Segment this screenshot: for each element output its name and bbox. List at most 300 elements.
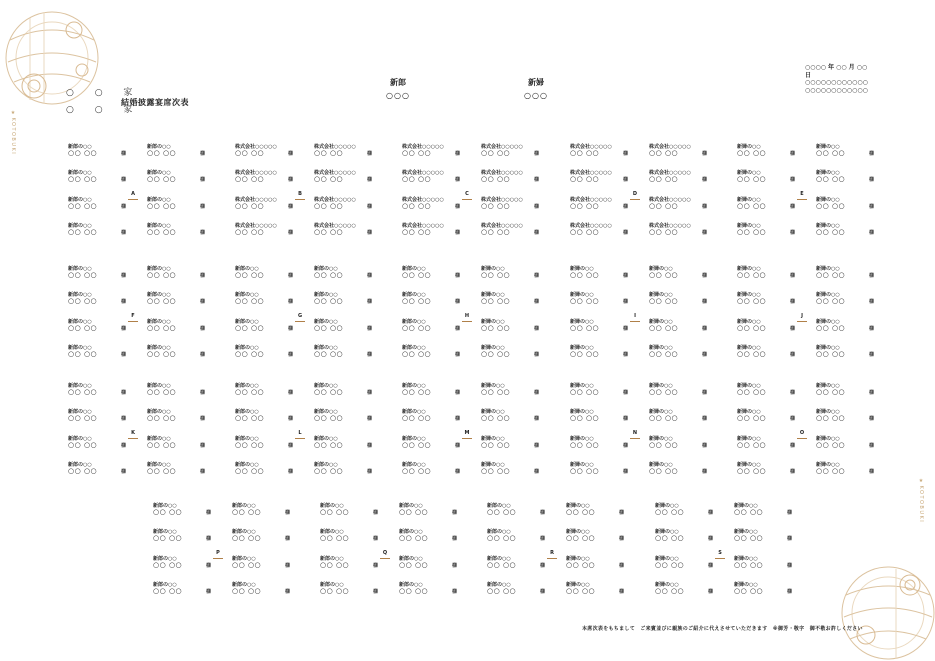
guest-affiliation: 新郎の○○	[68, 196, 92, 203]
guest-affiliation: 新婦の○○	[481, 383, 505, 389]
guest-entry	[314, 222, 380, 238]
guest-honorific: 様	[455, 151, 461, 157]
guest-entry	[649, 382, 715, 398]
guest-honorific: 様	[455, 177, 461, 184]
guest-honorific: 様	[534, 390, 540, 396]
guest-name: ○○ ○○	[487, 560, 517, 569]
guest-honorific: 様	[540, 588, 546, 595]
guest-honorific: 様	[623, 229, 629, 236]
guest-honorific: 様	[702, 229, 708, 236]
guest-affiliation: 新郎の○○	[68, 435, 92, 442]
guest-honorific: 様	[206, 562, 212, 569]
table-label: S	[716, 550, 724, 556]
guest-name: ○○ ○○	[649, 388, 679, 396]
guest-name: ○○ ○○	[649, 149, 679, 157]
guest-name: ○○ ○○	[235, 149, 265, 157]
guest-honorific: 様	[869, 273, 875, 279]
guest-name: ○○ ○○	[235, 297, 265, 306]
guest-honorific: 様	[623, 416, 629, 423]
guest-honorific: 様	[285, 588, 291, 595]
guest-entry	[68, 143, 134, 159]
guest-name: ○○ ○○	[399, 508, 429, 516]
guest-honorific: 様	[623, 351, 629, 358]
guest-affiliation: 新婦の○○	[734, 503, 758, 509]
guest-honorific: 様	[534, 416, 540, 423]
guest-name: ○○ ○○	[68, 175, 98, 184]
guest-affiliation: 新郎の○○	[235, 409, 259, 416]
guest-honorific: 様	[623, 203, 629, 210]
guest-entry	[399, 502, 465, 518]
guest-name: ○○ ○○	[314, 149, 344, 157]
guest-honorific: 様	[455, 273, 461, 279]
guest-honorific: 様	[787, 588, 793, 595]
guest-honorific: 様	[121, 151, 127, 157]
table-label: Q	[382, 550, 388, 556]
guest-honorific: 様	[121, 229, 127, 236]
guest-affiliation: 株式会社○○○○○	[649, 222, 691, 229]
guest-entry	[153, 502, 219, 518]
guest-name: ○○ ○○	[320, 508, 350, 516]
guest-name: ○○ ○○	[649, 201, 679, 210]
guest-honorific: 様	[869, 325, 875, 332]
guest-honorific: 様	[534, 299, 540, 306]
guest-honorific: 様	[702, 299, 708, 306]
guest-honorific: 様	[121, 273, 127, 279]
guest-affiliation: 新郎の○○	[314, 266, 338, 272]
guest-entry	[153, 581, 219, 597]
guest-name: ○○ ○○	[402, 201, 432, 210]
guest-honorific: 様	[790, 468, 796, 475]
guest-entry	[320, 528, 386, 544]
guest-affiliation: 新婦の○○	[737, 196, 761, 203]
guest-entry	[68, 196, 134, 212]
guest-entry	[487, 555, 553, 571]
guest-name: ○○ ○○	[235, 227, 265, 236]
guest-entry	[68, 291, 134, 307]
guest-honorific: 様	[288, 151, 294, 157]
brand-vertical-right: ★KOTOBUKI	[918, 478, 924, 524]
guest-honorific: 様	[288, 351, 294, 358]
guest-honorific: 様	[367, 416, 373, 423]
guest-honorific: 様	[702, 416, 708, 423]
guest-name: ○○ ○○	[816, 149, 846, 157]
guest-name: ○○ ○○	[734, 508, 764, 516]
guest-honorific: 様	[367, 442, 373, 449]
guest-entry	[68, 435, 134, 451]
guest-affiliation: 新婦の○○	[570, 292, 594, 299]
guest-entry	[570, 382, 636, 398]
guest-affiliation: 新郎の○○	[153, 503, 177, 509]
guest-honorific: 様	[708, 562, 714, 569]
guest-entry	[737, 382, 803, 398]
guest-name: ○○ ○○	[402, 297, 432, 306]
guest-affiliation: 新郎の○○	[147, 461, 171, 468]
guest-entry	[399, 581, 465, 597]
guest-honorific: 様	[790, 416, 796, 423]
guest-entry	[816, 318, 882, 334]
guest-name: ○○ ○○	[320, 586, 350, 595]
guest-honorific: 様	[288, 468, 294, 475]
guest-honorific: 様	[790, 390, 796, 396]
guest-honorific: 様	[200, 299, 206, 306]
guest-affiliation: 新郎の○○	[68, 383, 92, 389]
guest-affiliation: 新郎の○○	[147, 318, 171, 325]
guest-entry	[402, 222, 468, 238]
guest-affiliation: 新婦の○○	[737, 461, 761, 468]
guest-affiliation: 株式会社○○○○○	[235, 144, 277, 150]
guest-name: ○○ ○○	[314, 201, 344, 210]
guest-affiliation: 新郎の○○	[232, 503, 256, 509]
guest-affiliation: 新郎の○○	[402, 344, 426, 351]
table-label: G	[297, 313, 303, 319]
guest-affiliation: 新婦の○○	[816, 409, 840, 416]
guest-affiliation: 新婦の○○	[570, 318, 594, 325]
guest-affiliation: 株式会社○○○○○	[402, 196, 444, 203]
guest-name: ○○ ○○	[481, 175, 511, 184]
guest-affiliation: 新婦の○○	[737, 344, 761, 351]
guest-entry	[68, 318, 134, 334]
guest-entry	[481, 169, 547, 185]
guest-name: ○○ ○○	[402, 175, 432, 184]
guest-honorific: 様	[619, 588, 625, 595]
guest-entry	[314, 291, 380, 307]
guest-name: ○○ ○○	[566, 560, 596, 569]
guest-honorific: 様	[702, 151, 708, 157]
guest-affiliation: 新婦の○○	[737, 292, 761, 299]
guest-honorific: 様	[373, 536, 379, 543]
guest-name: ○○ ○○	[570, 349, 600, 358]
guest-entry	[147, 169, 213, 185]
guest-honorific: 様	[619, 536, 625, 543]
guest-name: ○○ ○○	[147, 297, 177, 306]
guest-entry	[402, 461, 468, 477]
guest-affiliation: 新婦の○○	[649, 292, 673, 299]
guest-honorific: 様	[623, 390, 629, 396]
guest-affiliation: 新郎の○○	[147, 266, 171, 272]
guest-honorific: 様	[200, 416, 206, 423]
guest-affiliation: 新婦の○○	[481, 318, 505, 325]
guest-entry	[402, 344, 468, 360]
guest-affiliation: 新婦の○○	[816, 196, 840, 203]
guest-affiliation: 株式会社○○○○○	[570, 144, 612, 150]
guest-name: ○○ ○○	[68, 201, 98, 210]
guest-affiliation: 新郎の○○	[232, 581, 256, 588]
guest-name: ○○ ○○	[314, 323, 344, 332]
guest-entry	[649, 222, 715, 238]
guest-name: ○○ ○○	[320, 560, 350, 569]
guest-name: ○○ ○○	[816, 349, 846, 358]
guest-name: ○○ ○○	[481, 323, 511, 332]
guest-name: ○○ ○○	[232, 586, 262, 595]
guest-affiliation: 新郎の○○	[147, 383, 171, 389]
guest-affiliation: 新郎の○○	[235, 292, 259, 299]
guest-honorific: 様	[121, 351, 127, 358]
guest-honorific: 様	[288, 273, 294, 279]
guest-honorific: 様	[623, 442, 629, 449]
guest-affiliation: 新婦の○○	[649, 461, 673, 468]
guest-affiliation: 株式会社○○○○○	[481, 170, 523, 177]
guest-entry	[235, 222, 301, 238]
guest-affiliation: 新郎の○○	[147, 409, 171, 416]
guest-affiliation: 新婦の○○	[570, 409, 594, 416]
guest-honorific: 様	[708, 510, 714, 516]
guest-name: ○○ ○○	[314, 466, 344, 475]
guest-affiliation: 新婦の○○	[816, 318, 840, 325]
guest-entry	[235, 461, 301, 477]
guest-honorific: 様	[540, 562, 546, 569]
date-venue-block	[805, 64, 875, 94]
guest-honorific: 様	[702, 273, 708, 279]
guest-affiliation: 新婦の○○	[566, 555, 590, 562]
guest-affiliation: 株式会社○○○○○	[570, 222, 612, 229]
guest-affiliation: 新婦の○○	[737, 318, 761, 325]
guest-name: ○○ ○○	[816, 271, 846, 279]
guest-entry	[314, 435, 380, 451]
guest-entry	[816, 344, 882, 360]
guest-name: ○○ ○○	[68, 414, 98, 423]
guest-entry	[314, 196, 380, 212]
guest-name: ○○ ○○	[655, 586, 685, 595]
guest-honorific: 様	[121, 416, 127, 423]
guest-affiliation: 新婦の○○	[566, 581, 590, 588]
guest-honorific: 様	[200, 351, 206, 358]
guest-entry	[235, 318, 301, 334]
guest-entry	[734, 555, 800, 571]
guest-honorific: 様	[367, 177, 373, 184]
guest-entry	[487, 528, 553, 544]
guest-entry	[816, 169, 882, 185]
guest-honorific: 様	[455, 390, 461, 396]
guest-name: ○○ ○○	[649, 271, 679, 279]
guest-honorific: 様	[206, 588, 212, 595]
guest-name: ○○ ○○	[402, 149, 432, 157]
guest-name: ○○ ○○	[147, 201, 177, 210]
guest-honorific: 様	[367, 299, 373, 306]
guest-affiliation: 新郎の○○	[235, 266, 259, 272]
guest-name: ○○ ○○	[402, 414, 432, 423]
guest-name: ○○ ○○	[481, 227, 511, 236]
guest-honorific: 様	[534, 325, 540, 332]
guest-entry	[481, 408, 547, 424]
guest-honorific: 様	[702, 203, 708, 210]
guest-entry	[816, 382, 882, 398]
guest-name: ○○ ○○	[235, 466, 265, 475]
guest-honorific: 様	[869, 177, 875, 184]
guest-entry	[153, 528, 219, 544]
guest-name: ○○ ○○	[232, 534, 262, 543]
guest-entry	[570, 222, 636, 238]
guest-entry	[655, 528, 721, 544]
guest-name: ○○ ○○	[570, 271, 600, 279]
guest-honorific: 様	[619, 562, 625, 569]
guest-honorific: 様	[455, 325, 461, 332]
table-label: F	[129, 313, 137, 319]
guest-entry	[232, 502, 298, 518]
bride-label: 新婦	[528, 78, 544, 87]
guest-entry	[147, 382, 213, 398]
guest-honorific: 様	[288, 390, 294, 396]
guest-name: ○○ ○○	[570, 297, 600, 306]
guest-affiliation: 新郎の○○	[68, 461, 92, 468]
guest-affiliation: 新郎の○○	[314, 383, 338, 389]
guest-affiliation: 新郎の○○	[147, 292, 171, 299]
guest-name: ○○ ○○	[655, 534, 685, 543]
groom-label: 新郎	[390, 78, 406, 87]
guest-name: ○○ ○○	[655, 560, 685, 569]
guest-affiliation: 株式会社○○○○○	[481, 144, 523, 150]
guest-name: ○○ ○○	[737, 297, 767, 306]
guest-entry	[235, 408, 301, 424]
guest-affiliation: 新婦の○○	[816, 222, 840, 229]
guest-entry	[655, 581, 721, 597]
guest-name: ○○ ○○	[816, 227, 846, 236]
guest-honorific: 様	[288, 442, 294, 449]
guest-name: ○○ ○○	[737, 466, 767, 475]
guest-honorific: 様	[790, 203, 796, 210]
guest-honorific: 様	[702, 177, 708, 184]
guest-honorific: 様	[200, 442, 206, 449]
venue-line-2: ○○○○○○○○○○○○	[805, 86, 868, 94]
guest-name: ○○ ○○	[235, 323, 265, 332]
guest-name: ○○ ○○	[402, 271, 432, 279]
guest-affiliation: 新郎の○○	[399, 529, 423, 536]
guest-affiliation: 新郎の○○	[232, 529, 256, 536]
guest-honorific: 様	[702, 325, 708, 332]
guest-honorific: 様	[206, 510, 212, 516]
guest-name: ○○ ○○	[649, 414, 679, 423]
guest-affiliation: 新郎の○○	[314, 344, 338, 351]
guest-entry	[649, 461, 715, 477]
guest-affiliation: 新郎の○○	[487, 503, 511, 509]
guest-entry	[566, 581, 632, 597]
guest-entry	[570, 344, 636, 360]
guest-honorific: 様	[121, 442, 127, 449]
guest-entry	[487, 581, 553, 597]
guest-entry	[570, 291, 636, 307]
guest-name: ○○ ○○	[570, 323, 600, 332]
guest-affiliation: 新婦の○○	[481, 461, 505, 468]
guest-affiliation: 新郎の○○	[402, 266, 426, 272]
guest-entry	[655, 555, 721, 571]
guest-affiliation: 新婦の○○	[816, 144, 840, 150]
guest-affiliation: 新婦の○○	[816, 461, 840, 468]
bride-block	[506, 77, 566, 100]
guest-honorific: 様	[200, 151, 206, 157]
guest-name: ○○ ○○	[314, 440, 344, 449]
guest-name: ○○ ○○	[816, 201, 846, 210]
guest-honorific: 様	[534, 351, 540, 358]
guest-affiliation: 新郎の○○	[314, 461, 338, 468]
guest-entry	[481, 461, 547, 477]
guest-affiliation: 株式会社○○○○○	[235, 196, 277, 203]
guest-affiliation: 株式会社○○○○○	[402, 222, 444, 229]
guest-name: ○○ ○○	[816, 466, 846, 475]
guest-affiliation: 新郎の○○	[68, 144, 92, 150]
guest-entry	[402, 408, 468, 424]
corner-ornament-bottom-right	[830, 555, 935, 661]
guest-name: ○○ ○○	[147, 323, 177, 332]
guest-honorific: 様	[534, 203, 540, 210]
brand-vertical-left: ★KOTOBUKI	[10, 110, 16, 156]
guest-affiliation: 新郎の○○	[232, 555, 256, 562]
guest-affiliation: 新郎の○○	[147, 196, 171, 203]
guest-honorific: 様	[790, 273, 796, 279]
guest-name: ○○ ○○	[314, 271, 344, 279]
guest-honorific: 様	[200, 273, 206, 279]
guest-affiliation: 新婦の○○	[649, 383, 673, 389]
guest-affiliation: 新郎の○○	[402, 318, 426, 325]
guest-entry	[235, 143, 301, 159]
guest-entry	[737, 196, 803, 212]
guest-honorific: 様	[121, 203, 127, 210]
guest-entry	[232, 528, 298, 544]
guest-name: ○○ ○○	[570, 414, 600, 423]
guest-name: ○○ ○○	[147, 175, 177, 184]
guest-name: ○○ ○○	[487, 508, 517, 516]
guest-affiliation: 新婦の○○	[655, 581, 679, 588]
guest-affiliation: 新婦の○○	[570, 383, 594, 389]
guest-entry	[816, 461, 882, 477]
guest-entry	[68, 382, 134, 398]
guest-affiliation: 新郎の○○	[235, 318, 259, 325]
groom-name: ○○○	[386, 91, 410, 100]
table-label: O	[799, 430, 805, 436]
guest-entry	[232, 555, 298, 571]
guest-name: ○○ ○○	[402, 349, 432, 358]
guest-affiliation: 株式会社○○○○○	[314, 170, 356, 177]
guest-entry	[399, 555, 465, 571]
guest-entry	[235, 435, 301, 451]
venue-line-1: ○○○○○○○○○○○○	[805, 79, 868, 86]
guest-entry	[402, 265, 468, 281]
guest-entry	[68, 265, 134, 281]
guest-affiliation: 新婦の○○	[737, 144, 761, 150]
guest-affiliation: 株式会社○○○○○	[402, 144, 444, 150]
guest-affiliation: 新郎の○○	[235, 435, 259, 442]
guest-honorific: 様	[452, 536, 458, 543]
guest-name: ○○ ○○	[737, 388, 767, 396]
guest-honorific: 様	[121, 325, 127, 332]
guest-entry	[232, 581, 298, 597]
guest-affiliation: 新郎の○○	[399, 555, 423, 562]
guest-honorific: 様	[702, 442, 708, 449]
guest-affiliation: 新婦の○○	[566, 503, 590, 509]
guest-affiliation: 新郎の○○	[402, 461, 426, 468]
table-label: D	[632, 191, 638, 197]
guest-affiliation: 新婦の○○	[655, 555, 679, 562]
guest-entry	[68, 461, 134, 477]
guest-name: ○○ ○○	[147, 149, 177, 157]
guest-affiliation: 新婦の○○	[734, 581, 758, 588]
guest-honorific: 様	[367, 151, 373, 157]
guest-honorific: 様	[288, 177, 294, 184]
guest-affiliation: 新郎の○○	[153, 555, 177, 562]
guest-name: ○○ ○○	[649, 175, 679, 184]
guest-name: ○○ ○○	[399, 534, 429, 543]
guest-entry	[147, 435, 213, 451]
guest-entry	[402, 169, 468, 185]
guest-entry	[481, 222, 547, 238]
guest-honorific: 様	[288, 416, 294, 423]
guest-affiliation: 株式会社○○○○○	[570, 196, 612, 203]
guest-entry	[235, 382, 301, 398]
guest-affiliation: 株式会社○○○○○	[235, 170, 277, 177]
guest-name: ○○ ○○	[320, 534, 350, 543]
guest-name: ○○ ○○	[566, 534, 596, 543]
guest-name: ○○ ○○	[235, 349, 265, 358]
guest-name: ○○ ○○	[816, 323, 846, 332]
guest-entry	[570, 318, 636, 334]
